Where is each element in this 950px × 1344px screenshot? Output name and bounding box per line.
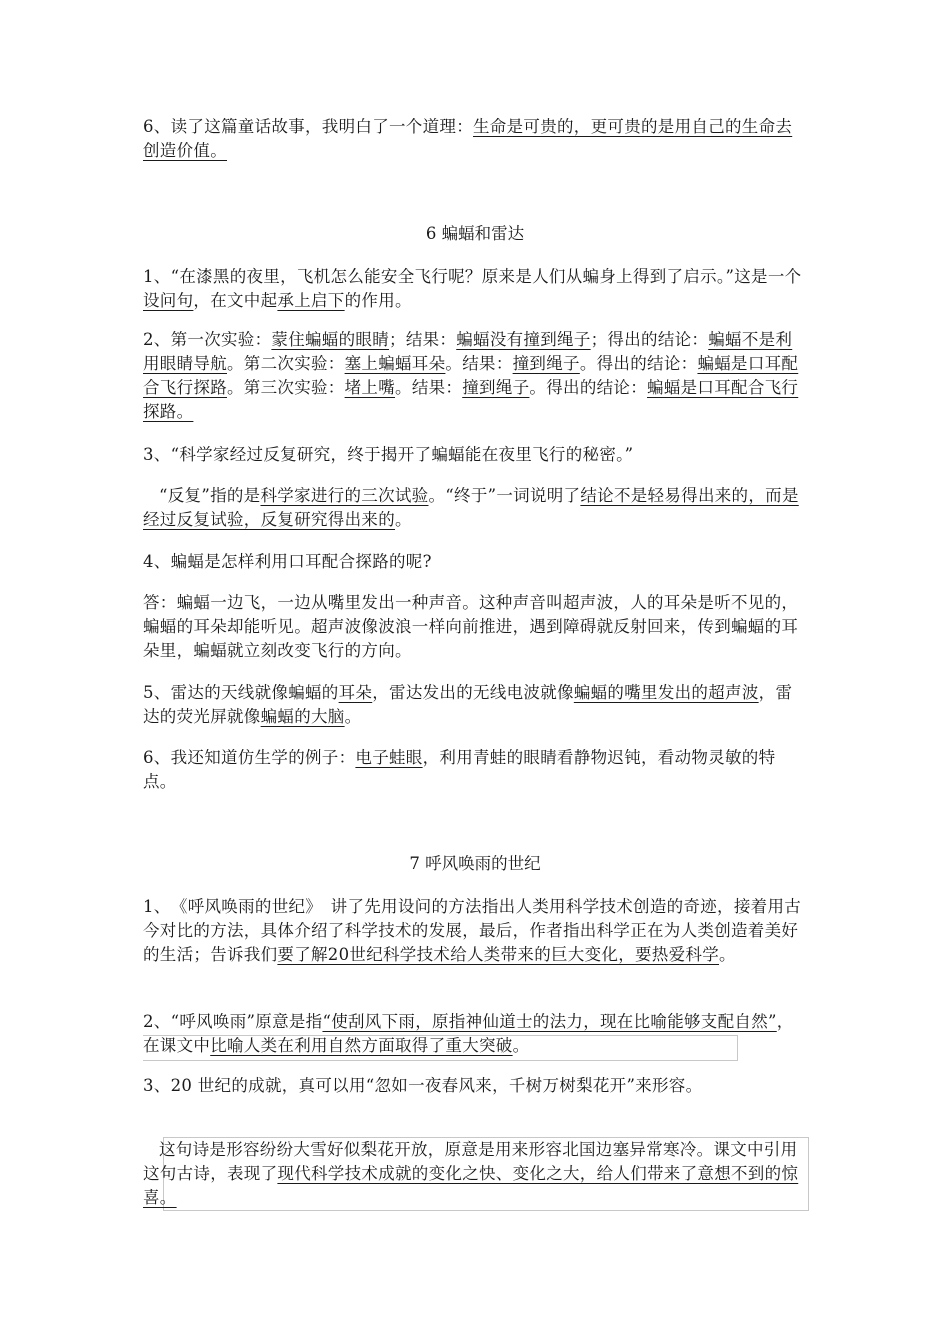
text: “反复”指的是 [159,486,261,505]
answer-underline: 蝙蝠是口耳配合飞行探路。 [143,378,799,421]
answer-underline: 承上启下 [277,291,345,310]
text: 。结果： [445,354,513,373]
answer-underline: 撞到绳子 [462,378,530,397]
answer-underline: 科学家进行的三次试验 [260,486,429,505]
text: 这句诗是形容纷纷大雪好似梨花开放，原意是用来形容北国边塞异常寒冷。课文中引用这句古诗，表现了 [143,1140,798,1183]
paragraph-s1-6 [143,115,807,163]
answer-underline: 蝙蝠不是利用眼睛导航 [143,330,793,373]
paragraph-s3-3: 3、20 世纪的成就，真可以用“忽如一夜春风来，千树万树梨花开”来形容。 [143,1076,703,1095]
answer-underline: 设问句 [143,291,194,310]
text: 6、读了这篇童话故事，我明白了一个道理： [143,117,473,136]
text: ，在课文中 [143,1012,794,1055]
answer-underline: 生命是可贵的，更可贵的是用自己的生命去创造价值。 [143,117,793,160]
text: ，在文中起 [193,291,278,310]
paragraph-s2-4-answer: 答：蝙蝠一边飞，一边从嘴里发出一种声音。这种声音叫超声波，人的耳朵是听不见的，蝙蝠的耳朵却能听见。超声波像波浪一样向前推进，遇到障碍就反射回来，传到蝙蝠的耳朵里，蝙蝠就立刻改变飞行的方向。 [143,593,799,660]
answer-underline: 蝙蝠的大脑 [260,707,345,726]
paragraph-s2-2 [143,328,807,424]
paragraph-s3-1 [143,895,807,967]
text: 。 [344,707,362,726]
text: 。 [512,1036,530,1055]
text: 。得出的结论： [579,354,698,373]
answer-underline: 撞到绳子 [512,354,580,373]
text: 。结果： [395,378,463,397]
paragraph-s2-5 [143,681,807,729]
paragraph-s2-1 [143,265,807,313]
answer-underline: 蝙蝠的嘴里发出的超声波 [573,683,759,702]
section-title-bats-and-radar: 6 蝙蝠和雷达 [425,224,525,243]
paragraph-s2-3-answer [143,484,807,532]
text: 1、“在漆黑的夜里，飞机怎么能安全飞行呢？原来是人们从蝙身上得到了启示。”这是一个 [143,267,802,286]
text: ，雷达发出的无线电波就像 [372,683,574,702]
answer-underline: 蝙蝠没有撞到绳子 [456,330,591,349]
text: 。 [719,945,736,964]
paragraph-s2-6 [143,746,807,794]
answer-underline: 塞上蝙蝠耳朵 [344,354,446,373]
answer-underline: 蒙住蝙蝠的眼睛 [271,330,390,349]
text: 。得出的结论： [529,378,648,397]
answer-underline: 耳朵 [338,683,373,702]
text: 。 [395,510,412,529]
paragraph-s2-3: 3、“科学家经过反复研究，终于揭开了蝙蝠能在夜里飞行的秘密。” [143,445,634,464]
text: 5、雷达的天线就像蝙蝠的 [143,683,339,702]
text: 2、第一次实验： [143,330,272,349]
text: ，利用青蛙的眼睛看静物迟钝，看动物灵敏的特点。 [143,748,776,791]
text: ；得出的结论： [590,330,709,349]
answer-underline: 蝙蝠是口耳配合飞行探路 [143,354,799,397]
answer-underline: 结论不是轻易得出来的，而是经过反复试验，反复研究得出来的 [143,486,799,529]
text: 。第三次实验： [227,378,345,397]
section-title-century: 7 呼风唤雨的世纪 [409,854,541,873]
answer-underline: 要了解20世纪科学技术给人类带来的巨大变化，要热爱科学 [277,945,720,964]
text: 6、我还知道仿生学的例子： [143,748,356,767]
paragraph-s3-2 [143,1010,807,1058]
text: 的作用。 [344,291,412,310]
answer-underline: “使刮风下雨，原指神仙道士的法力，现在比喻能够支配自然” [322,1012,777,1031]
text: 。“终于”一词说明了 [428,486,581,505]
text: 。第二次实验： [227,354,345,373]
answer-underline: 电子蛙眼 [355,748,423,767]
text: 1、 《呼风唤雨的世纪》 讲了先用设问的方法指出人类用科学技术创造的奇迹，接着用古今对比的方法，具体介绍了科学技术的发展，最后，作者指出科学正在为人类创造着美好的生活；告诉我们 [143,897,802,964]
answer-underline: 现代科学技术成就的变化之快、变化之大，给人们带来了意想不到的惊喜。 [143,1164,799,1207]
text: 2、“呼风唤雨”原意是指 [143,1012,323,1031]
answer-underline: 堵上嘴 [344,378,396,397]
paragraph-s2-4: 4、蝙蝠是怎样利用口耳配合探路的呢? [143,552,432,571]
answer-underline: 比喻人类在利用自然方面取得了重大突破 [210,1036,513,1055]
text: ，雷达的荧光屏就像 [143,683,793,726]
text: ；结果： [389,330,457,349]
paragraph-s3-3-answer [143,1138,807,1210]
